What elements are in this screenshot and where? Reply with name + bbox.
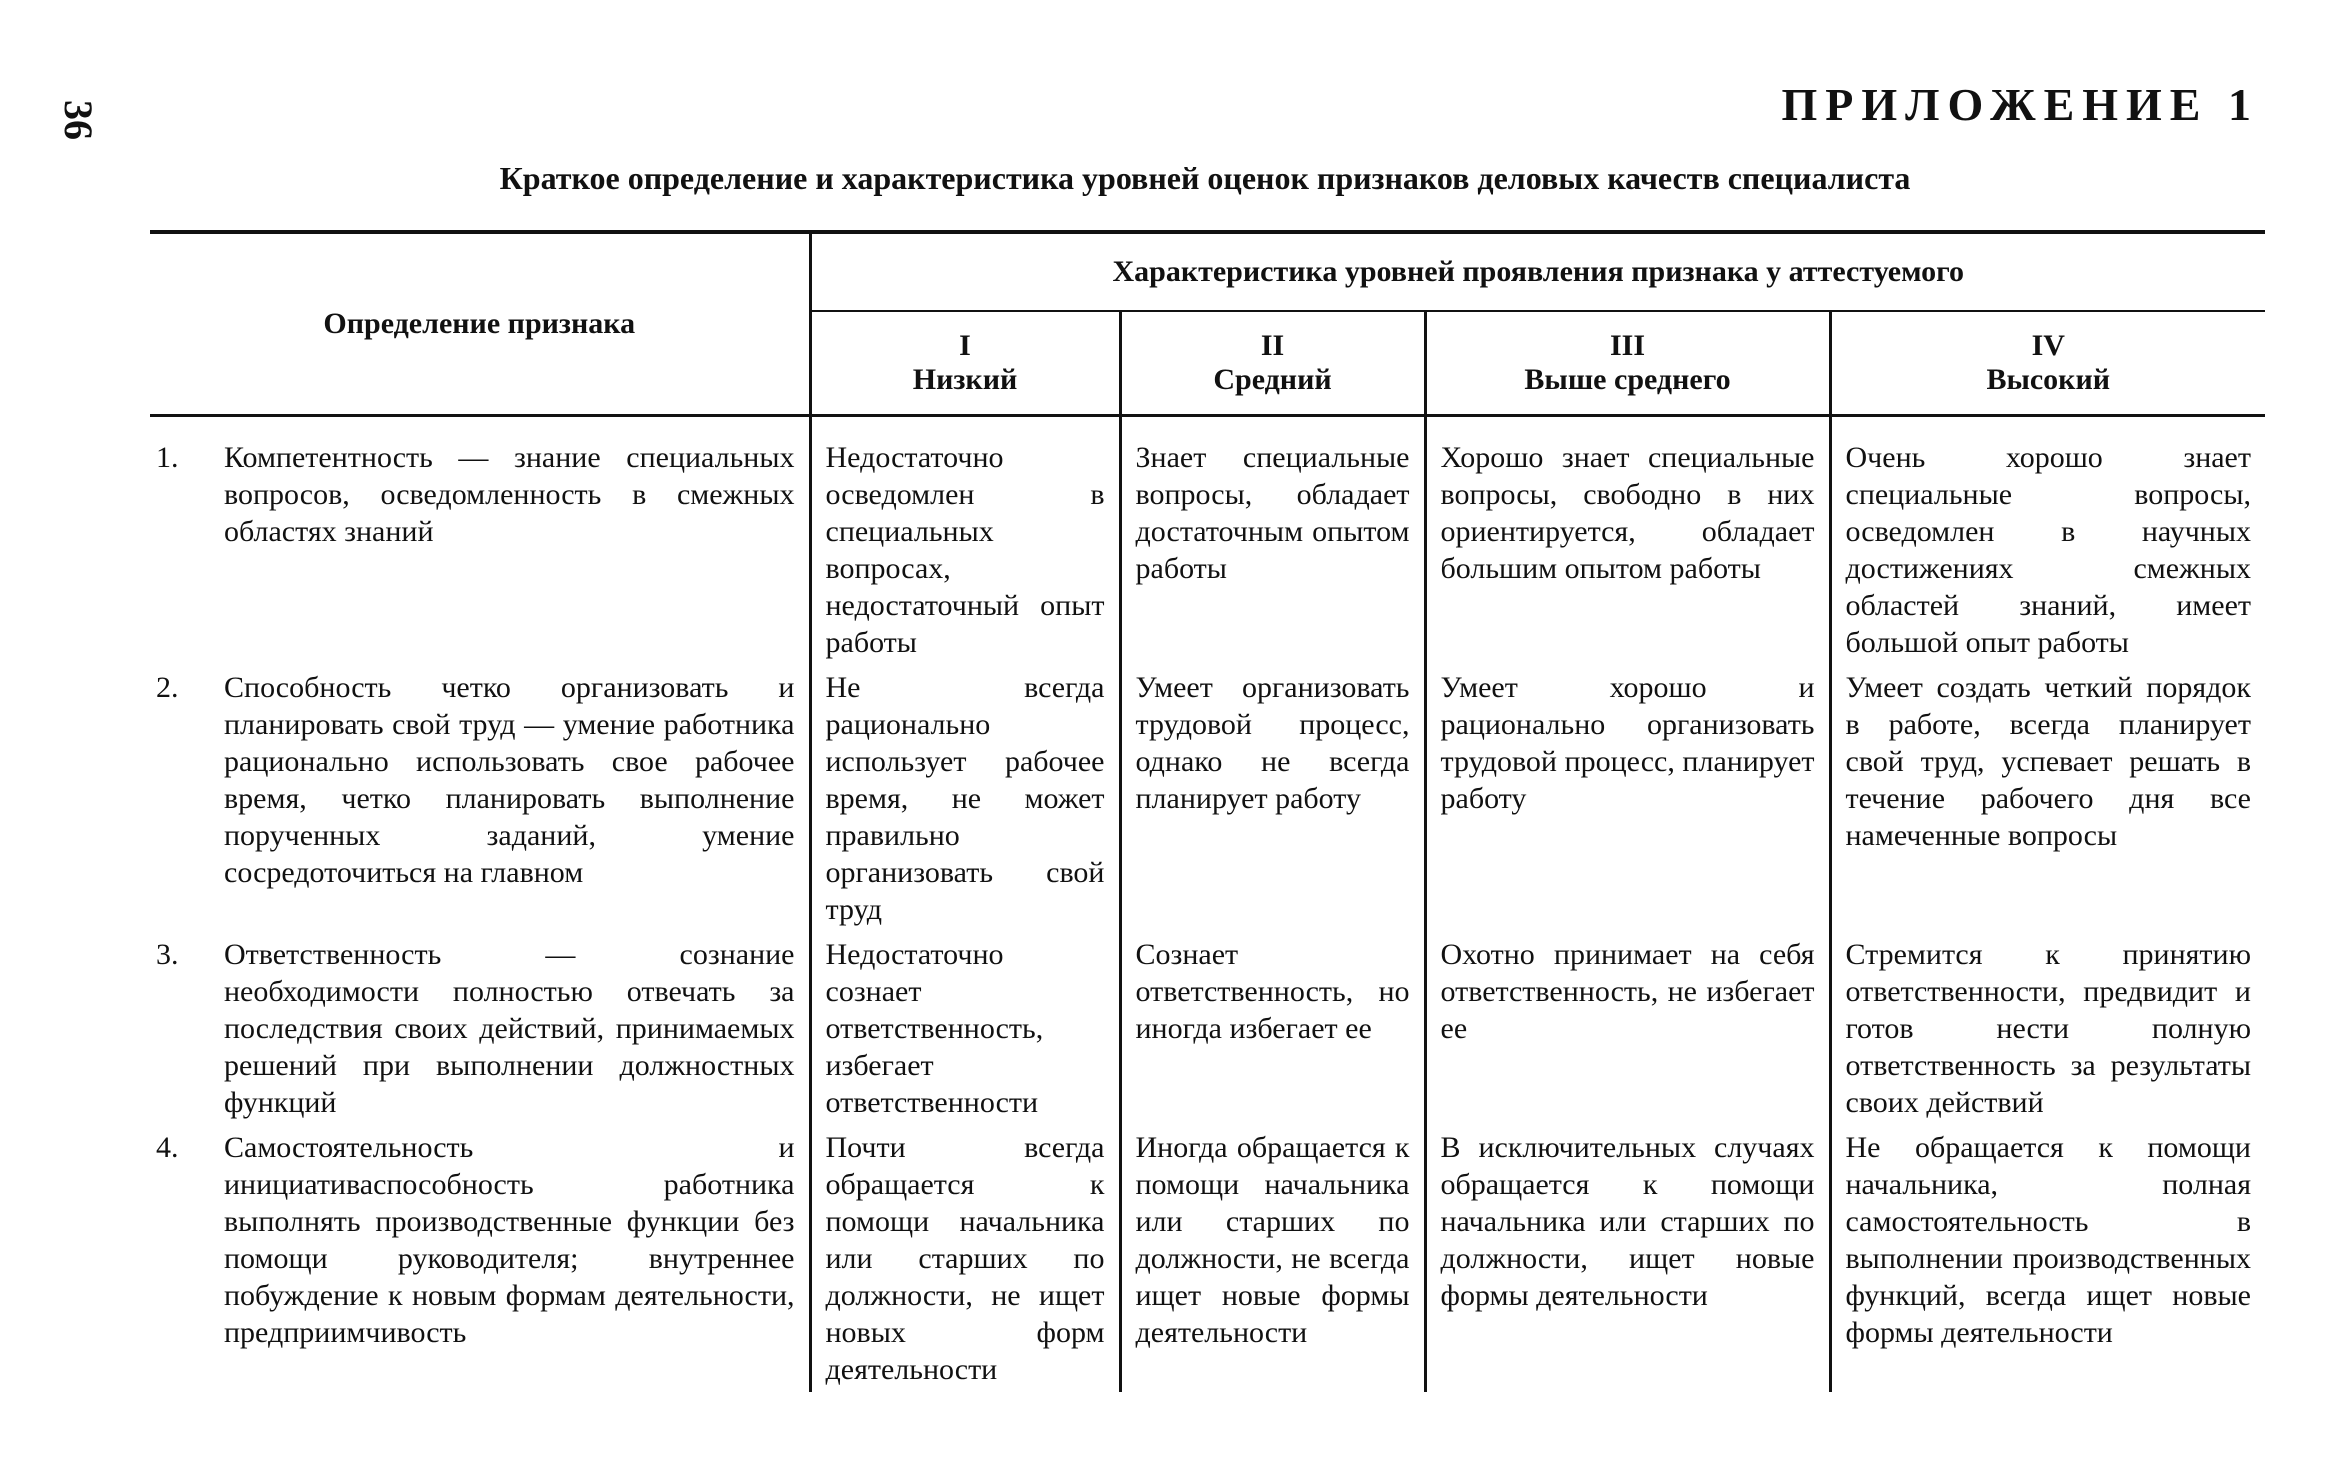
header-level-2 <box>1120 311 1425 416</box>
level-4-number: IV <box>2031 329 2065 362</box>
table-row <box>150 1125 2265 1392</box>
table-row <box>150 665 2265 932</box>
row-definition: Способность четко организовать и планировать свой труд — умение работника рационально использовать свое рабочее время, четко планировать выполнение порученных заданий, умение сосредоточиться на главном <box>224 671 795 889</box>
header-level-3 <box>1425 311 1830 416</box>
level-2-name: Средний <box>1213 363 1332 396</box>
row-level-3: В исключительных случаях обращается к помощи начальника или старших по должности, ищет новые формы деятельности <box>1425 1125 1830 1392</box>
level-4-name: Высокий <box>1986 363 2111 396</box>
row-level-1: Почти всегда обращается к помощи начальника или старших по должности, не ищет новых форм деятельности <box>810 1125 1120 1392</box>
row-number: 2. <box>156 671 179 704</box>
table-row <box>150 932 2265 1125</box>
row-definition: Самостоятельность и инициативаспособность работника выполнять производственные функции без помощи руководителя; внутреннее побуждение к новым формам деятельности, предприимчивость <box>224 1131 795 1349</box>
qualities-table <box>150 230 2265 1392</box>
header-definition: Определение признака <box>150 232 810 416</box>
row-level-3: Хорошо знает специальные вопросы, свободно в них ориентируется, обладает большим опытом работы <box>1425 416 1830 666</box>
row-level-1: Недостаточно сознает ответственность, избегает ответственности <box>810 932 1120 1125</box>
row-level-4: Очень хорошо знает специальные вопросы, осведомлен в научных достижениях смежных областей знаний, имеет большой опыт работы <box>1830 416 2265 666</box>
row-level-1: Недостаточно осведомлен в специальных вопросах, недостаточный опыт работы <box>810 416 1120 666</box>
appendix-title: ПРИЛОЖЕНИЕ 1 <box>1781 79 2259 130</box>
level-2-number: II <box>1260 329 1285 362</box>
row-level-2: Иногда обращается к помощи начальника или старших по должности, не всегда ищет новые формы деятельности <box>1120 1125 1425 1392</box>
header-level-group: Характеристика уровней проявления признака у аттестуемого <box>810 232 2265 311</box>
row-level-2: Умеет организовать трудовой процесс, однако не всегда планирует работу <box>1120 665 1425 932</box>
row-level-3: Умеет хорошо и рационально организовать трудовой процесс, планирует работу <box>1425 665 1830 932</box>
row-number: 4. <box>156 1131 179 1164</box>
row-level-2: Сознает ответственность, но иногда избегает ее <box>1120 932 1425 1125</box>
row-definition: Компетентность — знание специальных вопросов, осведомленность в смежных областях знаний <box>224 441 795 548</box>
level-3-name: Выше среднего <box>1524 363 1731 396</box>
header-level-4 <box>1830 311 2265 416</box>
row-level-3: Охотно принимает на себя ответственность, не избегает ее <box>1425 932 1830 1125</box>
row-level-4: Умеет создать четкий порядок в работе, всегда планирует свой труд, успевает решать в течение рабочего дня все намеченные вопросы <box>1830 665 2265 932</box>
row-number: 3. <box>156 938 179 971</box>
row-level-2: Знает специальные вопросы, обладает достаточным опытом работы <box>1120 416 1425 666</box>
level-3-number: III <box>1609 329 1646 362</box>
row-number: 1. <box>156 441 179 474</box>
table-row <box>150 416 2265 666</box>
row-definition: Ответственность — сознание необходимости полностью отвечать за последствия своих действий, принимаемых решений при выполнении должностных функций <box>224 938 795 1119</box>
level-1-number: I <box>959 329 971 362</box>
row-level-4: Не обращается к помощи начальника, полная самостоятельность в выполнении производственных функций, всегда ищет новые формы деятельности <box>1830 1125 2265 1392</box>
page-number: 36 <box>56 100 101 140</box>
table-caption: Краткое определение и характеристика уровней оценок признаков деловых качеств специалиста <box>499 160 1911 196</box>
level-1-name: Низкий <box>912 363 1018 396</box>
header-level-1 <box>810 311 1120 416</box>
row-level-4: Стремится к принятию ответственности, предвидит и готов нести полную ответственность за результаты своих действий <box>1830 932 2265 1125</box>
row-level-1: Не всегда рационально использует рабочее время, не может правильно организовать свой труд <box>810 665 1120 932</box>
